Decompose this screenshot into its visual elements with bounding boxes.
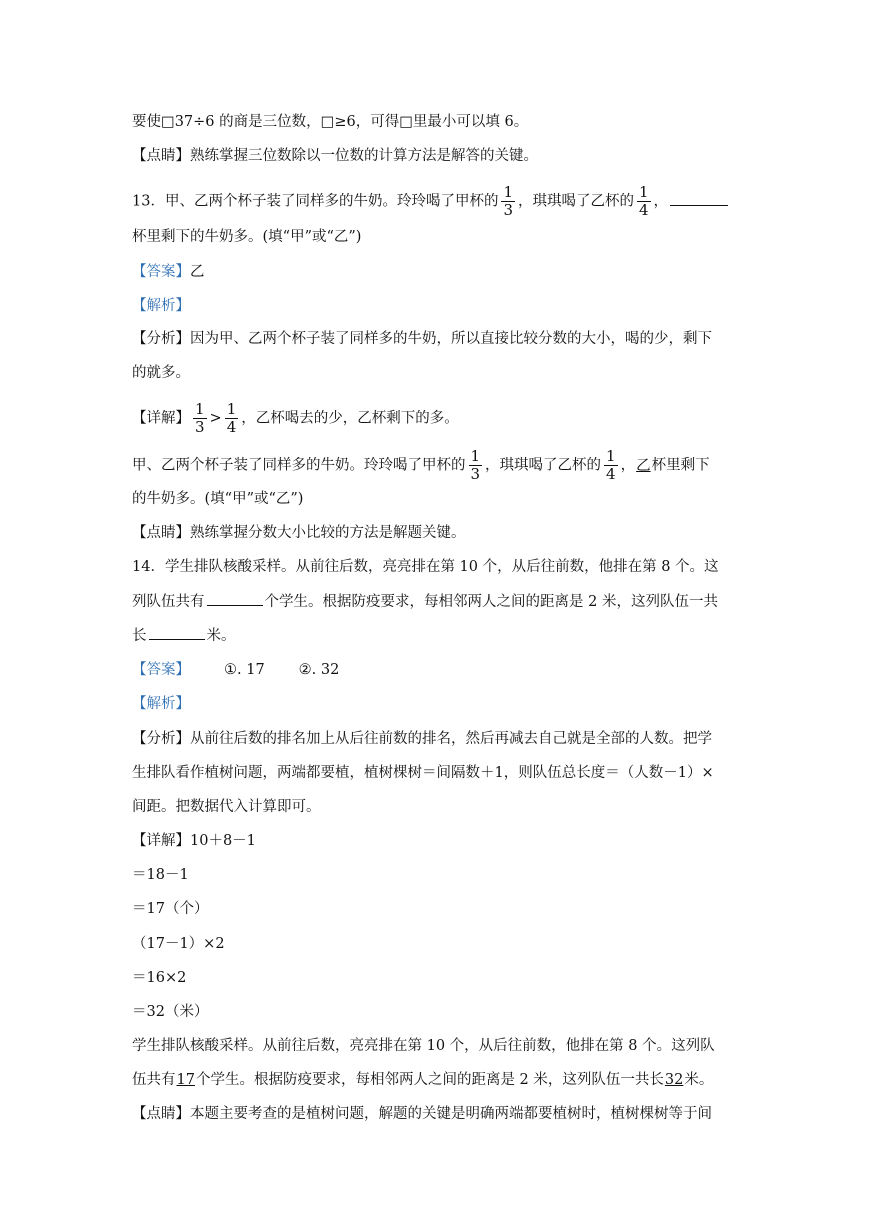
text: 熟练掌握三位数除以一位数的计算方法是解答的关键。	[190, 148, 538, 164]
answer-tag: 【答案】	[132, 662, 190, 678]
numerator: 1	[606, 447, 616, 465]
fraction-one-quarter	[604, 448, 618, 483]
text: 本题主要考查的是植树问题，解题的关键是明确两端都要植树时，植树棵树等于间	[190, 1106, 712, 1122]
line-4	[132, 227, 361, 249]
analysis-tag: 【解析】	[132, 696, 190, 712]
fraction-one-third	[193, 401, 207, 436]
text: 学生排队核酸采样。从前往后数，亮亮排在第 10 个，从后往前数，他排在第 8 个。这列队	[132, 1038, 715, 1054]
answer-line-14	[132, 660, 339, 682]
denominator: 3	[195, 418, 205, 436]
line-26	[132, 1002, 208, 1024]
text: 的就多。	[132, 365, 190, 381]
text: 因为甲、乙两个杯子装了同样多的牛奶，所以直接比较分数的大小，喝的少，剩下	[190, 331, 712, 347]
line-14	[132, 592, 718, 614]
answer-blank	[670, 192, 728, 206]
line-10	[132, 447, 710, 483]
answer-tag: 【答案】	[132, 264, 190, 280]
line-8	[132, 363, 190, 385]
line-7	[132, 329, 712, 351]
line-12	[132, 523, 466, 545]
line-2	[132, 146, 538, 168]
line-27	[132, 1036, 715, 1058]
fraction-one-quarter	[225, 401, 239, 436]
text: 列队伍共有	[132, 594, 205, 610]
denominator: 3	[503, 201, 513, 219]
text: ，	[620, 457, 636, 474]
answer-blank	[207, 592, 263, 606]
text: 乙	[190, 264, 205, 280]
text: 14．学生排队核酸采样。从前往后数，亮亮排在第 10 个，从后往前数，他排在第 8 个。这	[132, 559, 719, 575]
text: ，乙杯喝去的少，乙杯剩下的多。	[241, 410, 459, 427]
text: 杯里剩下	[651, 457, 710, 474]
dianjing-tag: 【点睛】	[132, 525, 190, 541]
greater-than: >	[209, 410, 222, 427]
fenxi-tag: 【分析】	[132, 731, 190, 747]
numerator: 1	[470, 447, 481, 465]
question-13	[132, 183, 730, 219]
text: ＝18－1	[132, 867, 189, 883]
text: 个学生。根据防疫要求，每相邻两人之间的距离是 2 米，这列队伍一共	[264, 594, 718, 610]
line-24	[132, 934, 225, 956]
denominator: 4	[226, 418, 237, 436]
question-14	[132, 557, 719, 579]
text: 个学生。根据防疫要求，每相邻两人之间的距离是 2 米，这列队伍一共长	[195, 1072, 664, 1088]
answer-blank	[149, 626, 205, 640]
filled-answer: 32	[664, 1072, 684, 1088]
xiangjie-tag: 【详解】	[132, 410, 190, 427]
text: ＝16×2	[132, 970, 187, 986]
numerator: 1	[226, 400, 237, 418]
analysis-line	[132, 296, 190, 318]
text: 长	[132, 628, 147, 644]
text: 10＋8－1	[190, 833, 256, 849]
line-28	[132, 1070, 713, 1092]
line-19	[132, 763, 714, 785]
text: ＝17（个）	[132, 901, 209, 917]
text: ＝32（米）	[132, 1004, 209, 1020]
filled-answer: 17	[176, 1072, 195, 1088]
dianjing-tag: 【点睛】	[132, 148, 190, 164]
line-18	[132, 729, 712, 751]
fraction-one-third	[501, 184, 515, 219]
text: （17－1）×2	[132, 936, 225, 952]
denominator: 4	[639, 201, 649, 219]
answer-1: ①. 17	[224, 662, 265, 678]
fenxi-tag: 【分析】	[132, 331, 190, 347]
numerator: 1	[639, 183, 649, 201]
dianjing-tag: 【点睛】	[132, 1106, 190, 1122]
denominator: 3	[470, 465, 481, 483]
line-1	[132, 112, 528, 134]
text: 米。	[684, 1072, 714, 1088]
numerator: 1	[195, 400, 205, 418]
answer-line	[132, 262, 205, 284]
analysis-tag: 【解析】	[132, 298, 190, 314]
text: 甲、乙两个杯子装了同样多的牛奶。玲玲喝了甲杯的	[132, 457, 466, 474]
numerator: 1	[503, 183, 513, 201]
line-20	[132, 797, 321, 819]
text: 熟练掌握分数大小比较的方法是解题关键。	[190, 525, 466, 541]
text: 要使□37÷6 的商是三位数，□≥6，可得□里最小可以填 6。	[132, 114, 529, 130]
text: ，	[653, 193, 669, 210]
text: ，琪琪喝了乙杯的	[518, 193, 634, 210]
answer-2: ②. 32	[298, 662, 340, 678]
line-11	[132, 489, 303, 511]
text: 间距。把数据代入计算即可。	[132, 799, 321, 815]
line-15	[132, 626, 236, 648]
text: 的牛奶多。(填“甲”或“乙”)	[132, 491, 304, 507]
fraction-one-third	[469, 448, 483, 483]
text: 米。	[206, 628, 236, 644]
filled-answer: 乙	[636, 457, 651, 474]
text: 伍共有	[132, 1072, 176, 1088]
line-29	[132, 1104, 712, 1126]
fraction-one-quarter	[637, 184, 651, 219]
denominator: 4	[606, 465, 616, 483]
line-9	[132, 400, 459, 436]
line-25	[132, 968, 186, 990]
text: 生排队看作植树问题，两端都要植，植树棵树＝间隔数＋1，则队伍总长度＝（人数－1）×	[132, 765, 714, 781]
analysis-line-14	[132, 694, 190, 716]
xiangjie-tag: 【详解】	[132, 833, 190, 849]
line-21	[132, 831, 256, 853]
text: ，琪琪喝了乙杯的	[485, 457, 602, 474]
text: 13．甲、乙两个杯子装了同样多的牛奶。玲玲喝了甲杯的	[132, 193, 499, 210]
line-23	[132, 899, 208, 921]
line-22	[132, 865, 189, 887]
text: 杯里剩下的牛奶多。(填“甲”或“乙”)	[132, 229, 362, 245]
text: 从前往后数的排名加上从后往前数的排名，然后再减去自己就是全部的人数。把学	[190, 731, 712, 747]
